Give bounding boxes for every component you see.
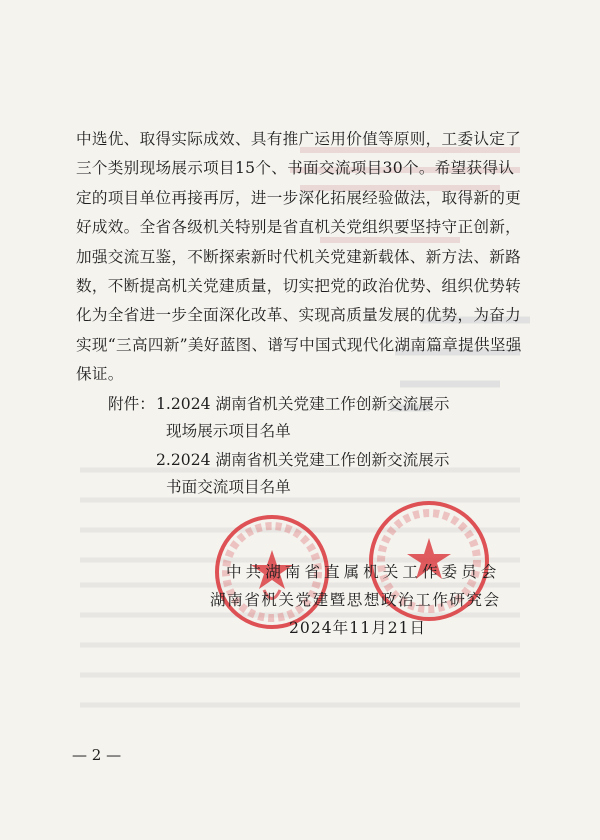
body-line-6: 数，不断提高机关党建质量，切实把党的政治优势、组织优势转 xyxy=(76,276,522,295)
body-line-5: 加强交流互鉴，不断探索新时代机关党建新载体、新方法、新路 xyxy=(76,247,522,266)
attachment-2-subtitle: 书面交流项目名单 xyxy=(166,478,291,496)
signature-org-1: 中共湖南省直属机关工作委员会 xyxy=(226,563,501,581)
body-line-3: 定的项目单位再接再厉，进一步深化拓展经验做法，取得新的更 xyxy=(76,188,522,207)
body-line-2: 三个类别现场展示项目15个、书面交流项目30个。希望获得认 xyxy=(76,159,515,178)
body-line-1: 中选优、取得实际成效、具有推广运用价值等原则，工委认定了 xyxy=(76,130,522,148)
attachment-2-title: 2.2024 湖南省机关党建工作创新交流展示 xyxy=(156,451,450,469)
signature-org-2: 湖南省机关党建暨思想政治工作研究会 xyxy=(210,591,501,609)
attachment-1-title: 1.2024 湖南省机关党建工作创新交流展示 xyxy=(156,395,450,413)
body-line-4: 好成效。全省各级机关特别是省直机关党组织要坚持守正创新， xyxy=(76,218,522,237)
body-line-9: 保证。 xyxy=(76,365,124,384)
page-number: — 2 — xyxy=(72,746,122,764)
attachment-1-subtitle: 现场展示项目名单 xyxy=(166,422,291,440)
body-line-7: 化为全省进一步全面深化改革、实现高质量发展的优势，为奋力 xyxy=(76,306,522,325)
attachments-label: 附件： xyxy=(108,395,155,413)
body-line-8: 实现“三高四新”美好蓝图、谱写中国式现代化湖南篇章提供坚强 xyxy=(76,335,522,354)
signature-date: 2024年11月21日 xyxy=(289,619,427,637)
body-paragraph xyxy=(76,125,522,390)
